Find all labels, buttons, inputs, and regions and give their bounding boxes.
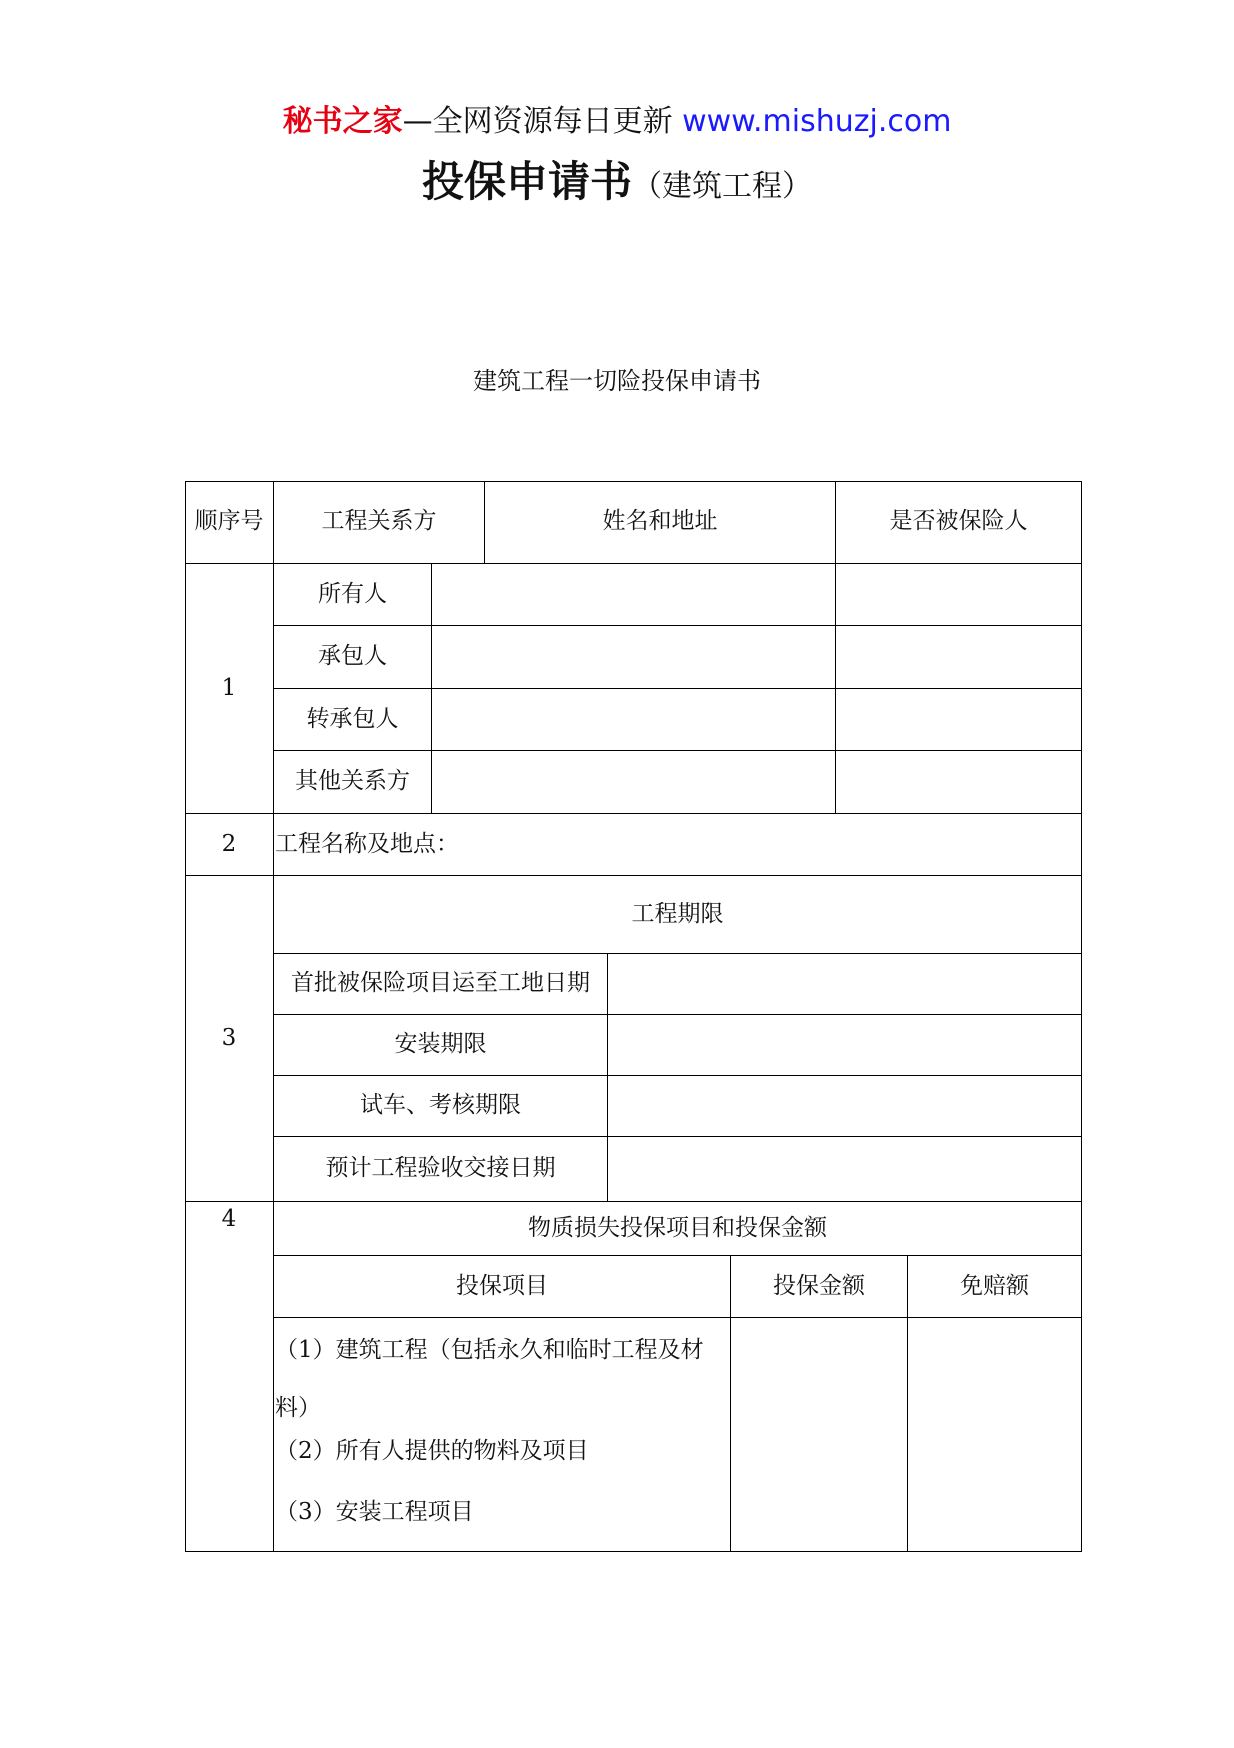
header-insured: 是否被保险人 [889, 508, 1028, 535]
banner-url-link[interactable]: www.mishuzj.com [682, 104, 952, 139]
application-form-table [185, 481, 1082, 1552]
party-other: 其他关系方 [295, 768, 410, 795]
col-deductible: 免赔额 [960, 1272, 1029, 1299]
acceptance-date-label: 预计工程验收交接日期 [325, 1155, 556, 1182]
document-title-main: 投保申请书 [421, 157, 632, 206]
document-title [0, 152, 1234, 221]
banner-brand: 秘书之家 [282, 104, 403, 139]
insured-item-installation: （3）安装工程项目 [275, 1499, 474, 1525]
project-name-location-label: 工程名称及地点： [275, 830, 459, 857]
header-seq: 顺序号 [194, 508, 264, 535]
section-1-number: 1 [221, 674, 237, 701]
header-party: 工程关系方 [321, 508, 437, 535]
col-insured-item: 投保项目 [456, 1272, 548, 1299]
insured-item-construction: （1）建筑工程（包括永久和临时工程及材料） [275, 1337, 704, 1421]
installation-period-label: 安装期限 [394, 1031, 487, 1058]
material-damage-header: 物质损失投保项目和投保金额 [528, 1214, 827, 1241]
document-title-sub: （建筑工程） [632, 169, 812, 204]
site-banner [0, 102, 1234, 142]
table-border [185, 1551, 1082, 1552]
first-delivery-date-label: 首批被保险项目运至工地日期 [291, 970, 590, 997]
section-4-number: 4 [221, 1206, 237, 1232]
insured-item-owner-materials: （2）所有人提供的物料及项目 [275, 1438, 589, 1464]
test-run-period-label: 试车、考核期限 [360, 1092, 521, 1119]
party-contractor: 承包人 [318, 643, 387, 670]
project-period-header: 工程期限 [631, 900, 724, 927]
section-2-number: 2 [221, 830, 237, 857]
form-title: 建筑工程一切险投保申请书 [473, 367, 761, 395]
banner-slogan: —全网资源每日更新 [402, 104, 673, 139]
party-owner: 所有人 [318, 580, 387, 607]
section-3-number: 3 [221, 1024, 237, 1051]
table-border [1081, 481, 1082, 1552]
party-subcontractor: 转承包人 [306, 705, 399, 732]
header-name-address: 姓名和地址 [602, 508, 718, 535]
table-divider [431, 563, 432, 813]
col-insured-amount: 投保金额 [773, 1272, 865, 1299]
table-divider [607, 953, 608, 1201]
table-divider [273, 1317, 1082, 1318]
